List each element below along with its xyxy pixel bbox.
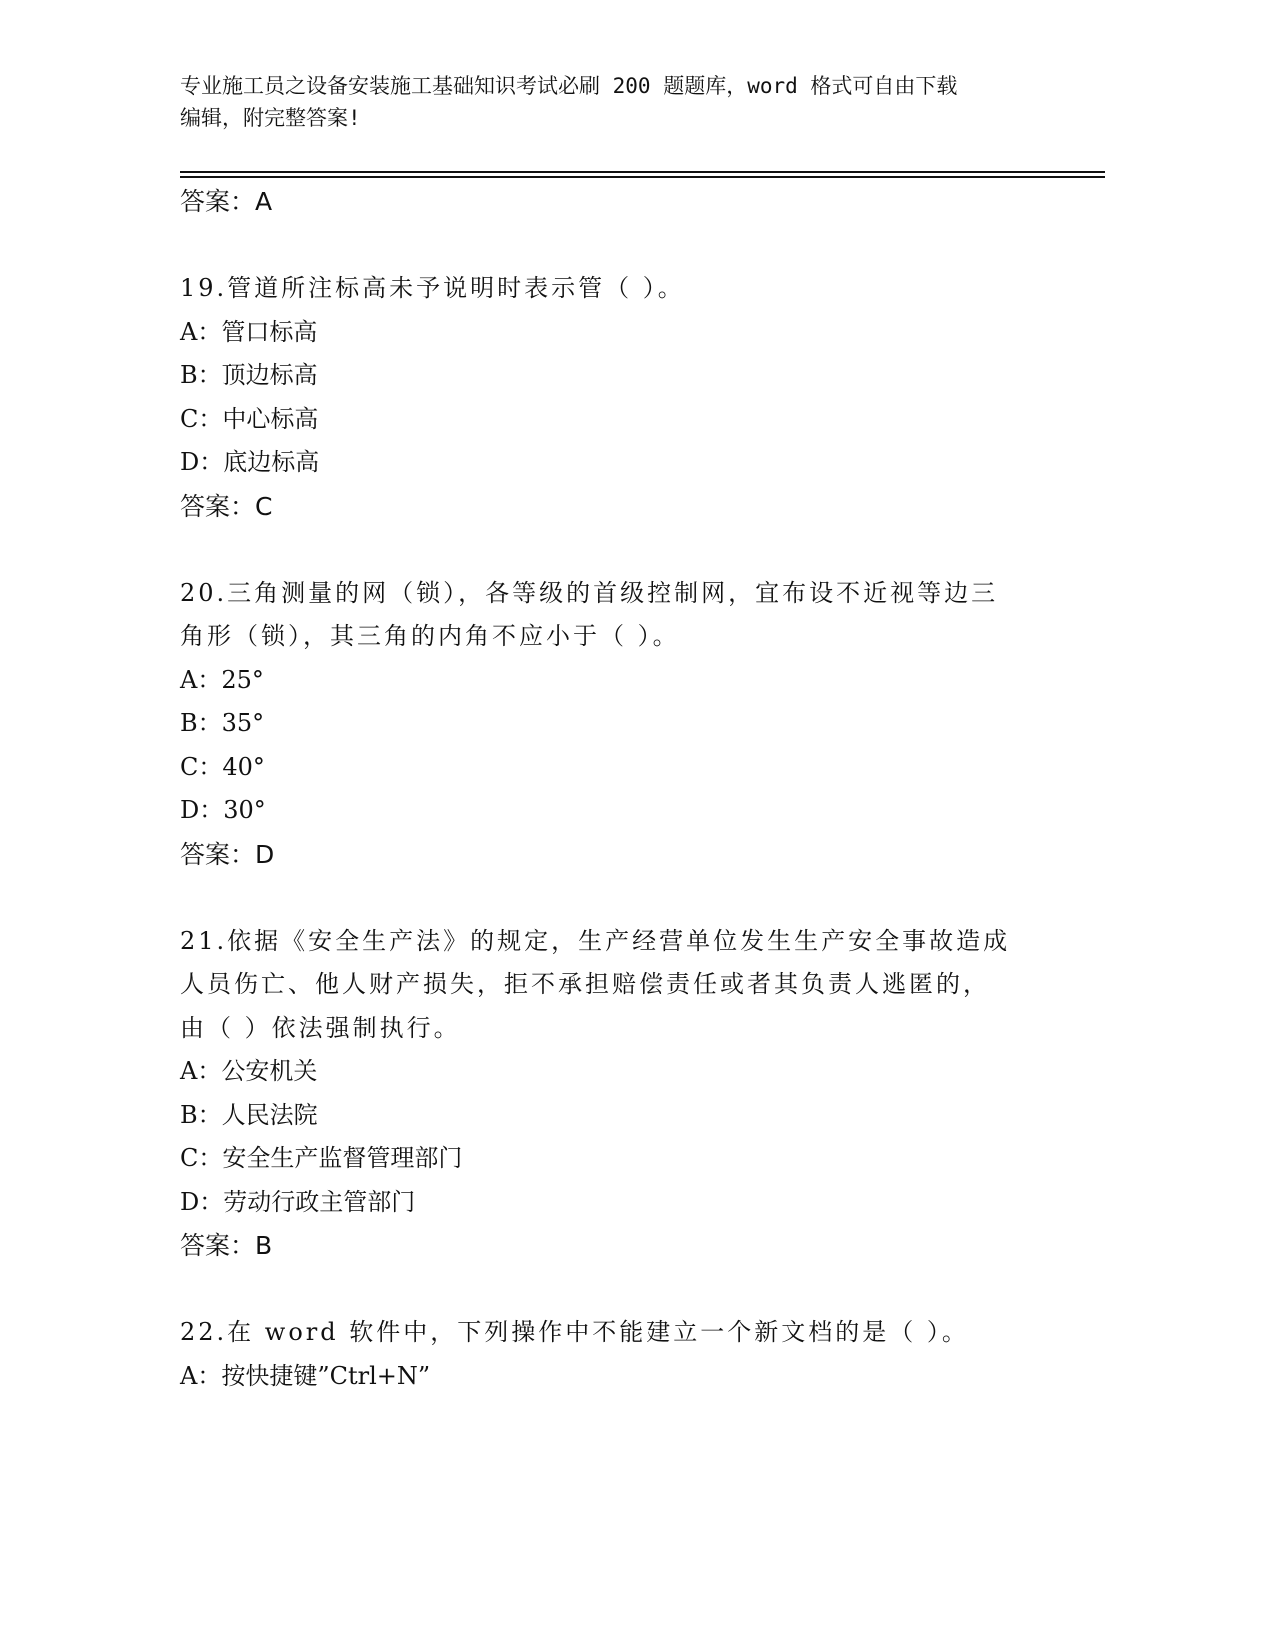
question-stem: 由（ ）依法强制执行。 [180,1013,461,1042]
answer: 答案：D [180,839,275,869]
question-stem: 19.管道所注标高未予说明时表示管（ ）。 [180,274,685,302]
header-line-1: 专业施工员之设备安装施工基础知识考试必刷 200 题题库，word 格式可自由下载 [180,74,958,98]
option-c: C：安全生产监督管理部门 [180,1144,463,1172]
option-b: B：顶边标高 [180,361,318,389]
header-line-2: 编辑，附完整答案! [180,106,361,130]
question-stem: 人员伤亡、他人财产损失，拒不承担赔偿责任或者其负责人逃匿的， [180,970,990,998]
question-stem: 21.依据《安全生产法》的规定，生产经营单位发生生产安全事故造成 [180,926,1011,955]
question-stem: 20.三角测量的网（锁），各等级的首级控制网，宜布设不近视等边三 [180,578,999,607]
question-stem: 角形（锁），其三角的内角不应小于（ ）。 [180,622,680,650]
question-stem: 22.在 word 软件中，下列操作中不能建立一个新文档的是（ ）。 [180,1318,969,1346]
option-c: C：40° [180,752,265,781]
question-list [180,180,1040,1398]
option-c: C：中心标高 [180,404,319,433]
question-19 [180,267,1040,528]
header-rule-bottom [180,176,1105,178]
header-rule-top [180,171,1105,173]
option-a: A：按快捷键”Ctrl+N” [180,1361,431,1390]
option-d: D：劳动行政主管部门 [180,1187,416,1216]
spacer [180,876,1040,920]
option-d: D：30° [180,796,266,824]
question-21 [180,920,1040,1268]
question-20 [180,572,1040,877]
answer: 答案：C [180,491,273,521]
previous-answer: 答案：A [180,187,273,216]
option-b: B：35° [180,709,265,737]
option-d: D：底边标高 [180,448,320,476]
document-header [180,70,1040,134]
question-22 [180,1311,1040,1398]
option-a: A：公安机关 [180,1057,318,1085]
option-a: A：25° [180,665,264,694]
option-a: A：管口标高 [180,317,318,346]
option-b: B：人民法院 [180,1100,318,1129]
answer: 答案：B [180,1231,273,1260]
spacer [180,1268,1040,1312]
spacer [180,224,1040,268]
spacer [180,528,1040,572]
